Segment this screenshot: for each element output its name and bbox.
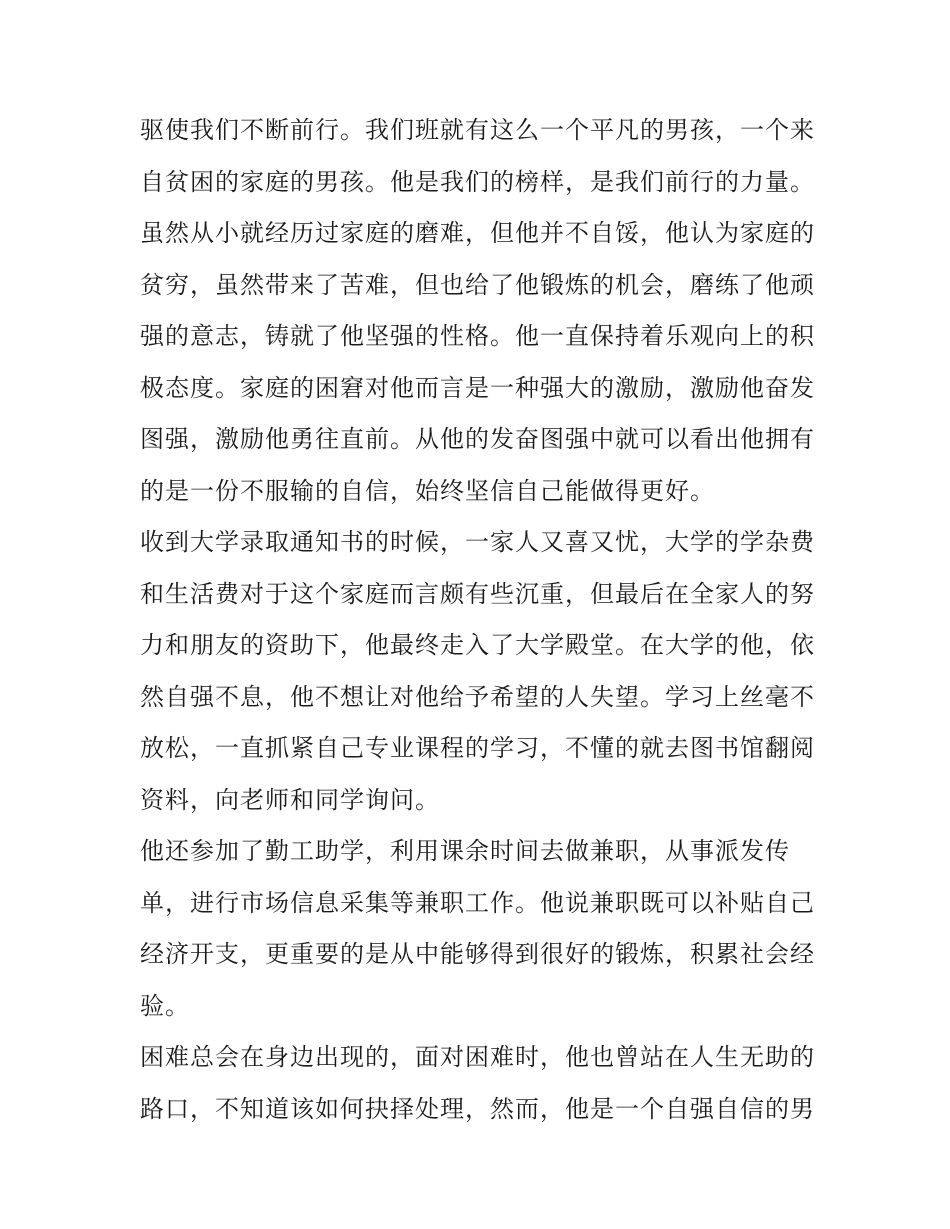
text-line: 极态度。家庭的困窘对他而言是一种强大的激励，激励他奋发 — [140, 373, 815, 402]
text-line: 路口，不知道该如何抉择处理，然而，他是一个自强自信的男 — [140, 1094, 815, 1123]
text-line: 单，进行市场信息采集等兼职工作。他说兼职既可以补贴自己 — [140, 888, 815, 917]
text-line: 收到大学录取通知书的时候，一家人又喜又忧，大学的学杂费 — [140, 528, 815, 556]
text-line: 强的意志，铸就了他坚强的性格。他一直保持着乐观向上的积 — [140, 322, 815, 350]
text-line: 力和朋友的资助下，他最终走入了大学殿堂。在大学的他，依 — [140, 631, 815, 659]
text-line: 资料，向老师和同学询问。 — [140, 785, 440, 814]
text-line: 困难总会在身边出现的，面对困难时，他也曾站在人生无助的 — [140, 1043, 815, 1071]
text-line: 驱使我们不断前行。我们班就有这么一个平凡的男孩，一个来 — [140, 116, 815, 144]
text-line: 他还参加了勤工助学，利用课余时间去做兼职，从事派发传 — [140, 837, 790, 865]
body-text — [140, 105, 820, 1135]
text-line: 自贫困的家庭的男孩。他是我们的榜样，是我们前行的力量。 — [140, 167, 815, 196]
text-line: 虽然从小就经历过家庭的磨难，但他并不自馁，他认为家庭的 — [140, 219, 815, 247]
text-line: 贫穷，虽然带来了苦难，但也给了他锻炼的机会，磨练了他顽 — [140, 270, 815, 299]
text-line: 然自强不息，他不想让对他给予希望的人失望。学习上丝毫不 — [140, 682, 815, 711]
text-line: 的是一份不服输的自信，始终坚信自己能做得更好。 — [140, 476, 715, 505]
text-line: 验。 — [140, 991, 190, 1020]
text-line: 放松，一直抓紧自己专业课程的学习，不懂的就去图书馆翻阅 — [140, 734, 815, 762]
text-line: 和生活费对于这个家庭而言颇有些沉重，但最后在全家人的努 — [140, 579, 815, 608]
text-line: 图强，激励他勇往直前。从他的发奋图强中就可以看出他拥有 — [140, 425, 815, 453]
text-line: 经济开支，更重要的是从中能够得到很好的锻炼，积累社会经 — [140, 940, 815, 968]
